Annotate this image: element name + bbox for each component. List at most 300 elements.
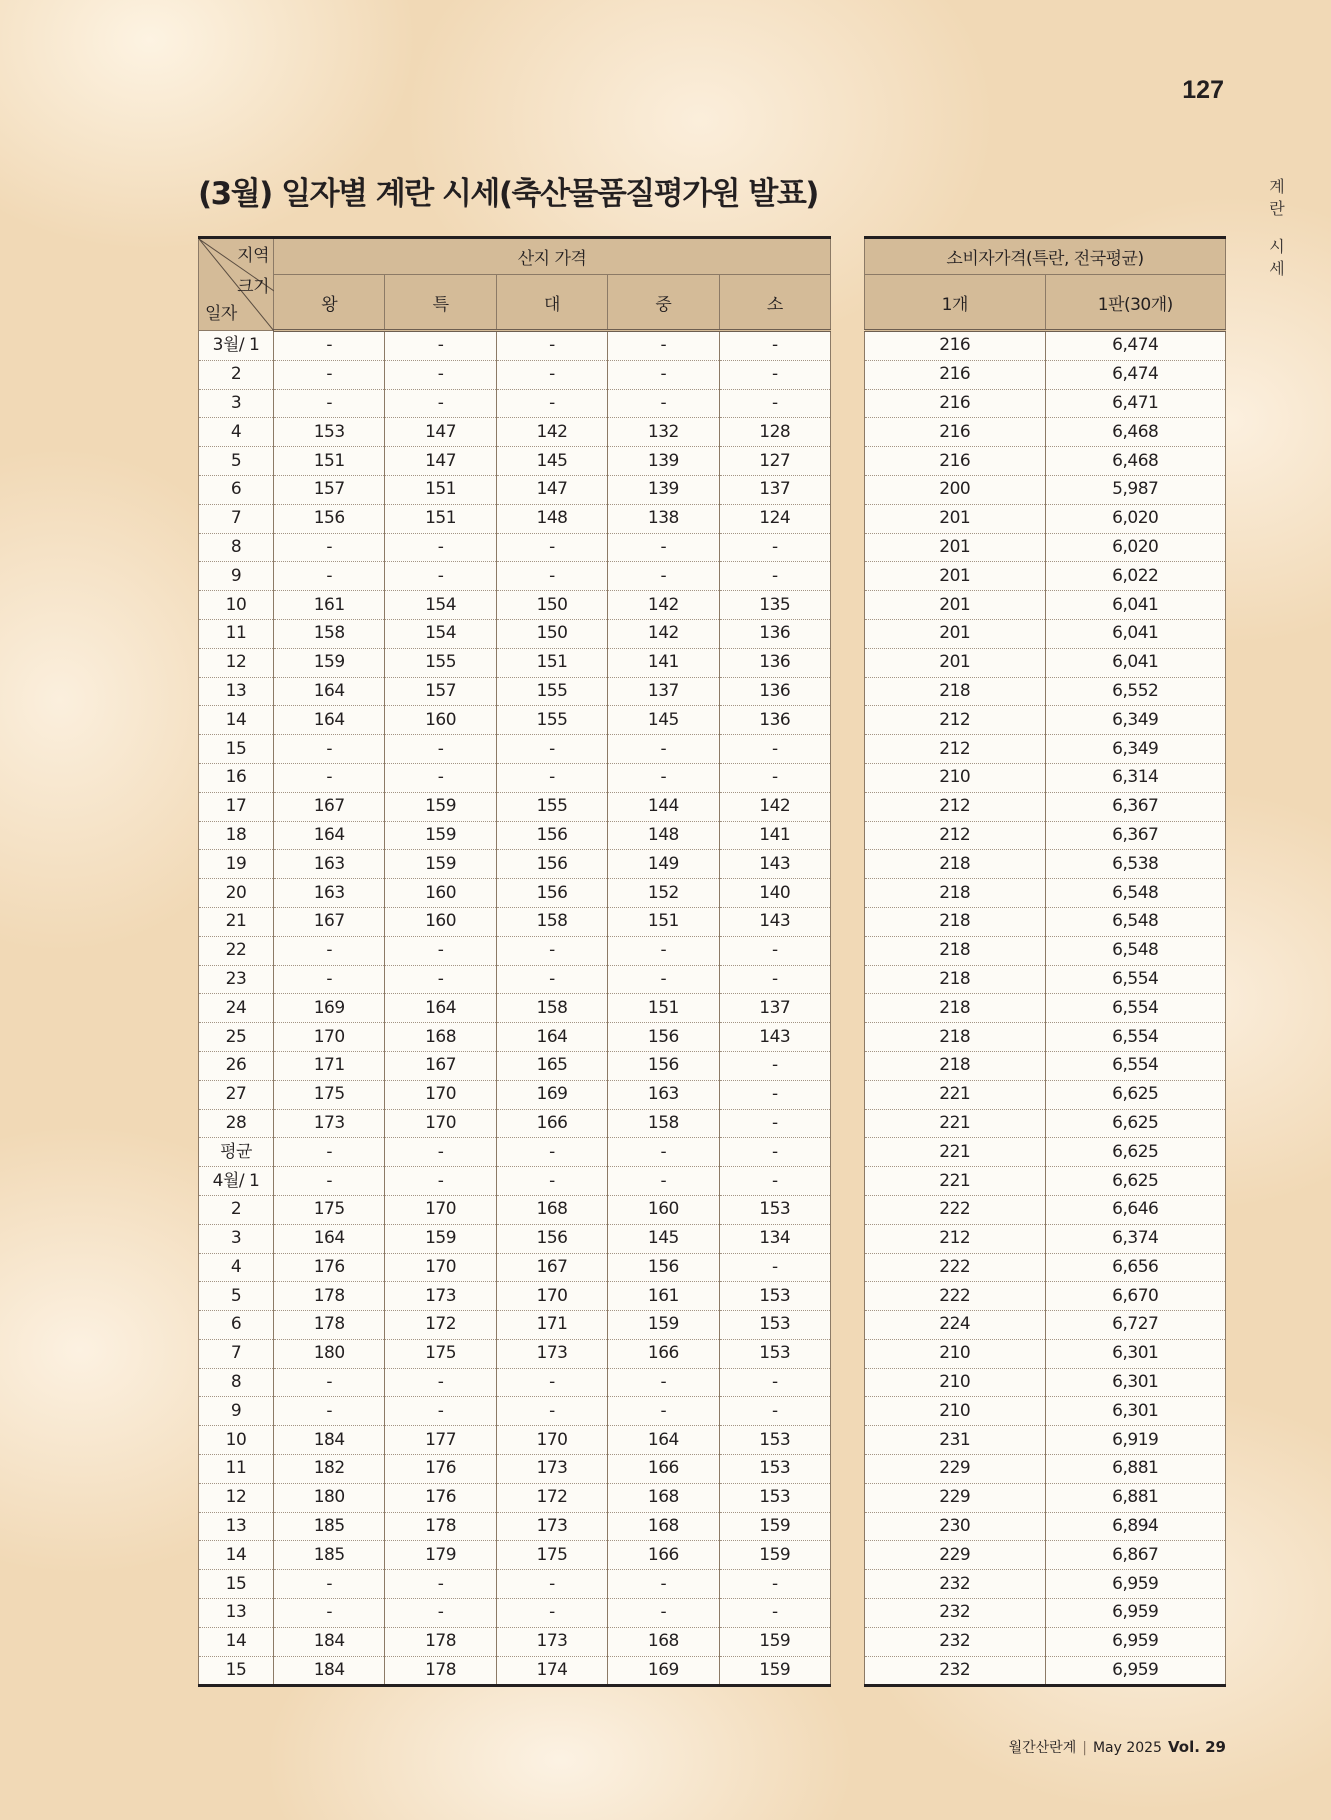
- table-row: [865, 936, 1226, 965]
- table-row: [199, 1080, 831, 1109]
- table-cell: 178: [385, 1512, 496, 1541]
- table-cell: 166: [608, 1339, 719, 1368]
- table-cell: 166: [608, 1455, 719, 1484]
- table-cell: -: [608, 965, 719, 994]
- table-cell: 218: [865, 850, 1046, 879]
- table-cell: 163: [274, 879, 385, 908]
- table-cell: -: [274, 763, 385, 792]
- page-title: (3월) 일자별 계란 시세(축산물품질평가원 발표): [198, 176, 818, 212]
- table-cell: -: [719, 1109, 830, 1138]
- table-row: [865, 1339, 1226, 1368]
- table-row: [199, 1339, 831, 1368]
- table-cell: -: [719, 735, 830, 764]
- table-cell: 15: [199, 1656, 274, 1686]
- table-row: [199, 1627, 831, 1656]
- table-row: [199, 1570, 831, 1599]
- table-cell: 221: [865, 1109, 1046, 1138]
- table-cell: 173: [385, 1282, 496, 1311]
- table-cell: 185: [274, 1512, 385, 1541]
- table-row: [865, 821, 1226, 850]
- table-row: [199, 1224, 831, 1253]
- table-cell: 230: [865, 1512, 1046, 1541]
- table-cell: 178: [274, 1282, 385, 1311]
- table-cell: 11: [199, 1455, 274, 1484]
- table-cell: -: [719, 360, 830, 389]
- table-row: [199, 1512, 831, 1541]
- table-cell: 153: [719, 1426, 830, 1455]
- table-cell: 168: [608, 1483, 719, 1512]
- table-cell: -: [608, 1570, 719, 1599]
- table-row: [199, 1656, 831, 1686]
- table-cell: 14: [199, 1541, 274, 1570]
- table-cell: 151: [385, 504, 496, 533]
- table-cell: 210: [865, 1397, 1046, 1426]
- table-cell: 145: [496, 447, 607, 476]
- corner-size-label: 크기: [237, 277, 269, 297]
- table-row: [865, 850, 1226, 879]
- table-cell: 136: [719, 619, 830, 648]
- table-cell: 164: [496, 1023, 607, 1052]
- table-cell: 173: [274, 1109, 385, 1138]
- table-cell: 6,471: [1045, 389, 1226, 418]
- table-cell: -: [274, 1167, 385, 1196]
- table-cell: 157: [274, 475, 385, 504]
- table-cell: 142: [496, 418, 607, 447]
- table-cell: 143: [719, 850, 830, 879]
- table-cell: 평균: [199, 1138, 274, 1167]
- table-cell: 6: [199, 1311, 274, 1340]
- table-cell: 216: [865, 389, 1046, 418]
- table-cell: 148: [496, 504, 607, 533]
- table-cell: 147: [496, 475, 607, 504]
- table-cell: 17: [199, 792, 274, 821]
- table-cell: -: [608, 1599, 719, 1628]
- table-row: [865, 504, 1226, 533]
- table-cell: 164: [274, 821, 385, 850]
- table-cell: -: [496, 1570, 607, 1599]
- table-row: [865, 331, 1226, 361]
- table-row: [865, 965, 1226, 994]
- table-cell: 128: [719, 418, 830, 447]
- table-cell: 24: [199, 994, 274, 1023]
- table-cell: 5,987: [1045, 475, 1226, 504]
- table-cell: -: [719, 331, 830, 361]
- table-cell: 176: [385, 1455, 496, 1484]
- table-cell: 170: [496, 1426, 607, 1455]
- table-cell: 224: [865, 1311, 1046, 1340]
- table-cell: 151: [274, 447, 385, 476]
- table-cell: 160: [608, 1195, 719, 1224]
- table-cell: 175: [496, 1541, 607, 1570]
- table-cell: 139: [608, 475, 719, 504]
- table-cell: 6,301: [1045, 1368, 1226, 1397]
- table-cell: 156: [496, 1224, 607, 1253]
- table-cell: 6,020: [1045, 504, 1226, 533]
- table-cell: 22: [199, 936, 274, 965]
- table-row: [199, 331, 831, 361]
- table-row: [199, 907, 831, 936]
- table-cell: 167: [274, 907, 385, 936]
- table-row: [199, 792, 831, 821]
- table-row: [865, 1311, 1226, 1340]
- table-cell: 218: [865, 994, 1046, 1023]
- table-cell: 153: [719, 1282, 830, 1311]
- table-cell: -: [608, 763, 719, 792]
- table-cell: 6,314: [1045, 763, 1226, 792]
- table-cell: -: [385, 965, 496, 994]
- table-cell: 156: [608, 1051, 719, 1080]
- table-cell: 175: [385, 1339, 496, 1368]
- table-cell: 171: [274, 1051, 385, 1080]
- table-cell: -: [274, 1138, 385, 1167]
- table-cell: 212: [865, 735, 1046, 764]
- table-cell: 6,041: [1045, 619, 1226, 648]
- table-cell: -: [719, 1167, 830, 1196]
- table-row: [199, 1282, 831, 1311]
- table-cell: 169: [608, 1656, 719, 1686]
- table-row: [199, 447, 831, 476]
- table-cell: -: [719, 1570, 830, 1599]
- table-cell: 2: [199, 360, 274, 389]
- table-cell: 151: [608, 907, 719, 936]
- table-row: [865, 907, 1226, 936]
- table-cell: -: [496, 1397, 607, 1426]
- table-cell: 143: [719, 1023, 830, 1052]
- table-cell: 6,349: [1045, 706, 1226, 735]
- table-cell: 212: [865, 821, 1046, 850]
- table-cell: 167: [274, 792, 385, 821]
- table-cell: 170: [274, 1023, 385, 1052]
- table-row: [199, 648, 831, 677]
- table-cell: 221: [865, 1080, 1046, 1109]
- table-cell: 6,894: [1045, 1512, 1226, 1541]
- farm-price-column-header: 소: [719, 275, 830, 331]
- table-cell: 23: [199, 965, 274, 994]
- table-cell: -: [496, 1167, 607, 1196]
- table-cell: 132: [608, 418, 719, 447]
- table-cell: -: [274, 331, 385, 361]
- table-row: [865, 1483, 1226, 1512]
- section-tab-char: 세: [1269, 259, 1285, 278]
- table-row: [199, 1541, 831, 1570]
- table-cell: 156: [608, 1023, 719, 1052]
- table-row: [865, 533, 1226, 562]
- table-cell: 137: [719, 994, 830, 1023]
- table-cell: 210: [865, 1368, 1046, 1397]
- table-row: [199, 1368, 831, 1397]
- table-row: [199, 965, 831, 994]
- page-footer: [900, 1737, 1226, 1757]
- farm-price-column-header: 왕: [274, 275, 385, 331]
- table-cell: 145: [608, 1224, 719, 1253]
- table-cell: -: [274, 360, 385, 389]
- table-cell: -: [385, 1368, 496, 1397]
- table-cell: 168: [385, 1023, 496, 1052]
- footer-volume: Vol. 29: [1167, 1738, 1226, 1756]
- table-cell: 231: [865, 1426, 1046, 1455]
- table-cell: 159: [274, 648, 385, 677]
- table-cell: 218: [865, 1023, 1046, 1052]
- table-cell: 200: [865, 475, 1046, 504]
- table-cell: -: [385, 936, 496, 965]
- table-cell: -: [719, 1253, 830, 1282]
- table-cell: 170: [496, 1282, 607, 1311]
- table-cell: 10: [199, 591, 274, 620]
- table-cell: 176: [385, 1483, 496, 1512]
- table-cell: 142: [608, 591, 719, 620]
- table-cell: 159: [385, 821, 496, 850]
- table-cell: 6,538: [1045, 850, 1226, 879]
- table-cell: 6,881: [1045, 1483, 1226, 1512]
- table-cell: -: [385, 360, 496, 389]
- table-cell: 173: [496, 1512, 607, 1541]
- table-cell: -: [274, 936, 385, 965]
- table-cell: 148: [608, 821, 719, 850]
- table-cell: 8: [199, 533, 274, 562]
- table-cell: 184: [274, 1426, 385, 1455]
- table-cell: 163: [608, 1080, 719, 1109]
- table-cell: 164: [274, 706, 385, 735]
- table-cell: 151: [496, 648, 607, 677]
- table-row: [865, 1138, 1226, 1167]
- table-cell: 6,625: [1045, 1167, 1226, 1196]
- table-cell: 173: [496, 1339, 607, 1368]
- table-row: [865, 1397, 1226, 1426]
- table-row: [199, 821, 831, 850]
- table-row: [865, 879, 1226, 908]
- table-cell: 149: [608, 850, 719, 879]
- table-row: [865, 360, 1226, 389]
- table-cell: 9: [199, 1397, 274, 1426]
- table-cell: 6,468: [1045, 447, 1226, 476]
- table-cell: 160: [385, 907, 496, 936]
- table-cell: 170: [385, 1195, 496, 1224]
- table-cell: 6,554: [1045, 1051, 1226, 1080]
- table-cell: 6,881: [1045, 1455, 1226, 1484]
- table-row: [865, 735, 1226, 764]
- table-row: [199, 504, 831, 533]
- table-cell: 6,548: [1045, 907, 1226, 936]
- table-row: [199, 936, 831, 965]
- page-number: 127: [1182, 76, 1224, 104]
- table-row: [865, 1023, 1226, 1052]
- table-row: [199, 1109, 831, 1138]
- table-cell: 173: [496, 1455, 607, 1484]
- table-cell: 15: [199, 735, 274, 764]
- table-cell: 169: [274, 994, 385, 1023]
- table-cell: 218: [865, 936, 1046, 965]
- table-cell: 150: [496, 619, 607, 648]
- table-cell: 27: [199, 1080, 274, 1109]
- table-cell: 229: [865, 1455, 1046, 1484]
- table-cell: 7: [199, 504, 274, 533]
- table-row: [865, 1512, 1226, 1541]
- table-cell: 11: [199, 619, 274, 648]
- table-cell: 6,020: [1045, 533, 1226, 562]
- table-cell: 6,625: [1045, 1138, 1226, 1167]
- table-row: [865, 648, 1226, 677]
- table-cell: -: [719, 562, 830, 591]
- table-cell: 16: [199, 763, 274, 792]
- table-row: [865, 591, 1226, 620]
- table-cell: 6,041: [1045, 591, 1226, 620]
- table-cell: 4: [199, 418, 274, 447]
- table-row: [865, 706, 1226, 735]
- table-cell: 18: [199, 821, 274, 850]
- table-cell: 145: [608, 706, 719, 735]
- table-cell: 158: [496, 907, 607, 936]
- table-cell: 6,552: [1045, 677, 1226, 706]
- table-row: [865, 1368, 1226, 1397]
- table-cell: 178: [385, 1627, 496, 1656]
- table-row: [865, 1570, 1226, 1599]
- table-cell: -: [496, 360, 607, 389]
- table-cell: 26: [199, 1051, 274, 1080]
- table-cell: 153: [719, 1455, 830, 1484]
- table-cell: 201: [865, 562, 1046, 591]
- consumer-price-column-header: 1판(30개): [1045, 275, 1226, 331]
- table-cell: 154: [385, 619, 496, 648]
- table-cell: 171: [496, 1311, 607, 1340]
- table-cell: 222: [865, 1253, 1046, 1282]
- table-cell: 161: [608, 1282, 719, 1311]
- table-row: [865, 994, 1226, 1023]
- table-cell: 212: [865, 1224, 1046, 1253]
- table-cell: 6,656: [1045, 1253, 1226, 1282]
- table-cell: -: [496, 331, 607, 361]
- table-cell: 158: [608, 1109, 719, 1138]
- table-cell: 232: [865, 1627, 1046, 1656]
- table-cell: -: [496, 1138, 607, 1167]
- table-cell: 155: [496, 792, 607, 821]
- table-row: [199, 1483, 831, 1512]
- table-cell: 6,727: [1045, 1311, 1226, 1340]
- table-cell: 216: [865, 447, 1046, 476]
- section-tab-char: 란: [1269, 199, 1285, 218]
- table-cell: -: [608, 331, 719, 361]
- table-cell: 180: [274, 1339, 385, 1368]
- table-cell: 143: [719, 907, 830, 936]
- table-cell: 172: [496, 1483, 607, 1512]
- table-cell: 164: [385, 994, 496, 1023]
- table-cell: 212: [865, 706, 1046, 735]
- table-cell: 21: [199, 907, 274, 936]
- table-cell: 182: [274, 1455, 385, 1484]
- table-cell: 155: [496, 706, 607, 735]
- table-cell: -: [719, 1080, 830, 1109]
- table-cell: 222: [865, 1195, 1046, 1224]
- table-cell: 14: [199, 1627, 274, 1656]
- table-row: [199, 1397, 831, 1426]
- consumer-price-group-header: 소비자가격(특란, 전국평균): [865, 238, 1226, 275]
- table-cell: 140: [719, 879, 830, 908]
- table-row: [865, 1253, 1226, 1282]
- section-tab-char: 시: [1269, 237, 1285, 256]
- table-cell: 159: [719, 1656, 830, 1686]
- table-cell: 216: [865, 331, 1046, 361]
- table-row: [199, 763, 831, 792]
- table-cell: 6,554: [1045, 1023, 1226, 1052]
- table-cell: 159: [608, 1311, 719, 1340]
- section-tab: [1266, 176, 1288, 280]
- table-row: [865, 418, 1226, 447]
- table-cell: 159: [719, 1627, 830, 1656]
- table-cell: 6,374: [1045, 1224, 1226, 1253]
- consumer-price-table: [864, 236, 1226, 1687]
- table-cell: 156: [274, 504, 385, 533]
- table-cell: -: [608, 360, 719, 389]
- table-row: [199, 591, 831, 620]
- corner-region-label: 지역: [237, 246, 269, 266]
- farm-price-column-header: 대: [496, 275, 607, 331]
- table-cell: 141: [719, 821, 830, 850]
- table-cell: 170: [385, 1080, 496, 1109]
- table-row: [199, 389, 831, 418]
- table-cell: 14: [199, 706, 274, 735]
- table-cell: -: [274, 1368, 385, 1397]
- table-cell: 201: [865, 648, 1046, 677]
- table-row: [199, 475, 831, 504]
- farm-price-group-header: 산지 가격: [274, 238, 831, 275]
- table-row: [199, 1167, 831, 1196]
- table-cell: 6,468: [1045, 418, 1226, 447]
- table-cell: 6,625: [1045, 1080, 1226, 1109]
- table-cell: 20: [199, 879, 274, 908]
- table-cell: 164: [608, 1426, 719, 1455]
- table-cell: 229: [865, 1483, 1046, 1512]
- table-cell: 178: [274, 1311, 385, 1340]
- table-cell: 6,959: [1045, 1656, 1226, 1686]
- table-row: [865, 763, 1226, 792]
- table-cell: 142: [719, 792, 830, 821]
- table-cell: 9: [199, 562, 274, 591]
- table-row: [865, 677, 1226, 706]
- table-cell: -: [719, 533, 830, 562]
- table-cell: 151: [385, 475, 496, 504]
- table-cell: 166: [608, 1541, 719, 1570]
- table-cell: 155: [385, 648, 496, 677]
- table-cell: -: [719, 965, 830, 994]
- table-row: [199, 850, 831, 879]
- table-cell: 15: [199, 1570, 274, 1599]
- table-cell: -: [385, 533, 496, 562]
- table-cell: -: [274, 1570, 385, 1599]
- table-cell: 178: [385, 1656, 496, 1686]
- table-cell: -: [496, 763, 607, 792]
- table-cell: -: [496, 936, 607, 965]
- table-cell: 2: [199, 1195, 274, 1224]
- table-cell: 5: [199, 447, 274, 476]
- table-row: [199, 1138, 831, 1167]
- table-cell: 6,959: [1045, 1599, 1226, 1628]
- table-cell: 6,349: [1045, 735, 1226, 764]
- table-cell: 12: [199, 648, 274, 677]
- table-cell: 10: [199, 1426, 274, 1455]
- table-cell: -: [385, 331, 496, 361]
- table-cell: 136: [719, 677, 830, 706]
- table-cell: 6,022: [1045, 562, 1226, 591]
- table-cell: -: [385, 1570, 496, 1599]
- table-row: [199, 1599, 831, 1628]
- footer-magazine: 월간산란계: [1008, 1740, 1077, 1756]
- table-cell: 6,474: [1045, 331, 1226, 361]
- table-cell: 152: [608, 879, 719, 908]
- table-cell: 201: [865, 619, 1046, 648]
- table-cell: -: [608, 562, 719, 591]
- table-cell: -: [496, 1599, 607, 1628]
- table-cell: 136: [719, 706, 830, 735]
- table-cell: -: [608, 533, 719, 562]
